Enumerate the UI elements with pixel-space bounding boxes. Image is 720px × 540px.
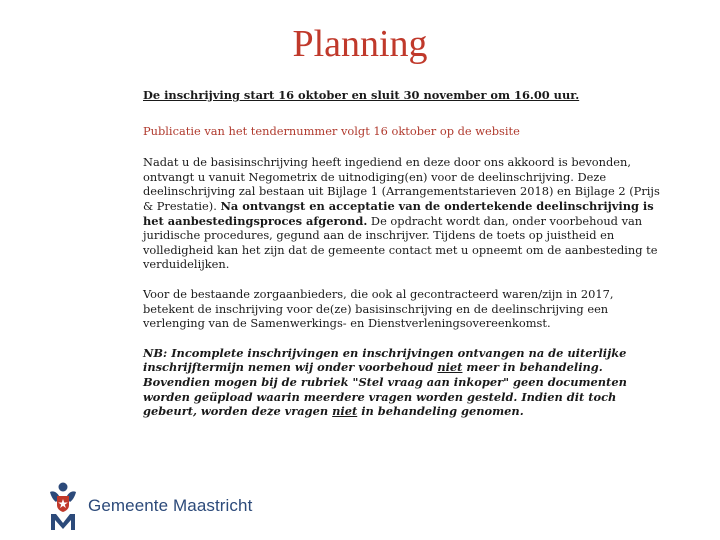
note-emphasis: niet <box>437 360 463 375</box>
slide-body <box>143 88 661 419</box>
note-text: in behandeling genomen. <box>357 404 524 419</box>
paragraph-text: Nadat u de basisinschrijving heeft ingediend en deze door ons akkoord is bevonden, ontvangt u vanuit Negometrix de uitnodiging(en) voor de deelinschrijving. Deze deelinschrijving zal bestaan uit Bijlage 1 (Arrangementstarieven 2018) en Bijlage 2 (Prijs & Prestatie). <box>143 155 660 213</box>
note-text: NB: Incomplete inschrijvingen en inschrijvingen ontvangen na de uiterlijke inschrijftermijn nemen wij onder voorbehoud <box>143 345 627 375</box>
logo-text: Gemeente Maastricht <box>88 496 253 515</box>
paragraph-emphasis: Na ontvangst en acceptatie van de ondertekende deelinschrijving is het aanbestedingsproces afgerond. <box>143 198 654 228</box>
paragraph-existing-providers: Voor de bestaande zorgaanbieders, die ook al gecontracteerd waren/zijn in 2017, betekent de inschrijving voor de(ze) basisinschrijving en de deelinschrijving een verlenging van de Samenwerkings- en Dienstverleningsovereenkomst. <box>143 286 614 331</box>
paragraph-deelinschrijving <box>143 155 661 272</box>
paragraph-text: De opdracht wordt dan, onder voorbehoud van juridische procedures, gegund aan de inschrijver. Tijdens de toets op juistheid en volledigheid kan het zijn dat de gemeente contact met u opneemt om de aanbesteding te verduidelijken. <box>143 213 658 272</box>
note-emphasis: niet <box>332 404 358 419</box>
maastricht-crest-icon <box>48 480 78 532</box>
slide-title: Planning <box>292 23 428 65</box>
note-text: meer in behandeling. Bovendien mogen bij de rubriek "Stel vraag aan inkoper" geen documenten worden geüpload waarin meerdere vragen worden gesteld. Indien dit toch gebeurt, worden deze vragen <box>143 360 627 419</box>
publication-notice: Publicatie van het tendernummer volgt 16 oktober op de website <box>143 123 520 138</box>
note-paragraph <box>143 346 661 419</box>
gemeente-maastricht-logo <box>48 480 252 532</box>
registration-period-text: De inschrijving start 16 oktober en sluit 30 november om 16.00 uur. <box>143 88 580 102</box>
